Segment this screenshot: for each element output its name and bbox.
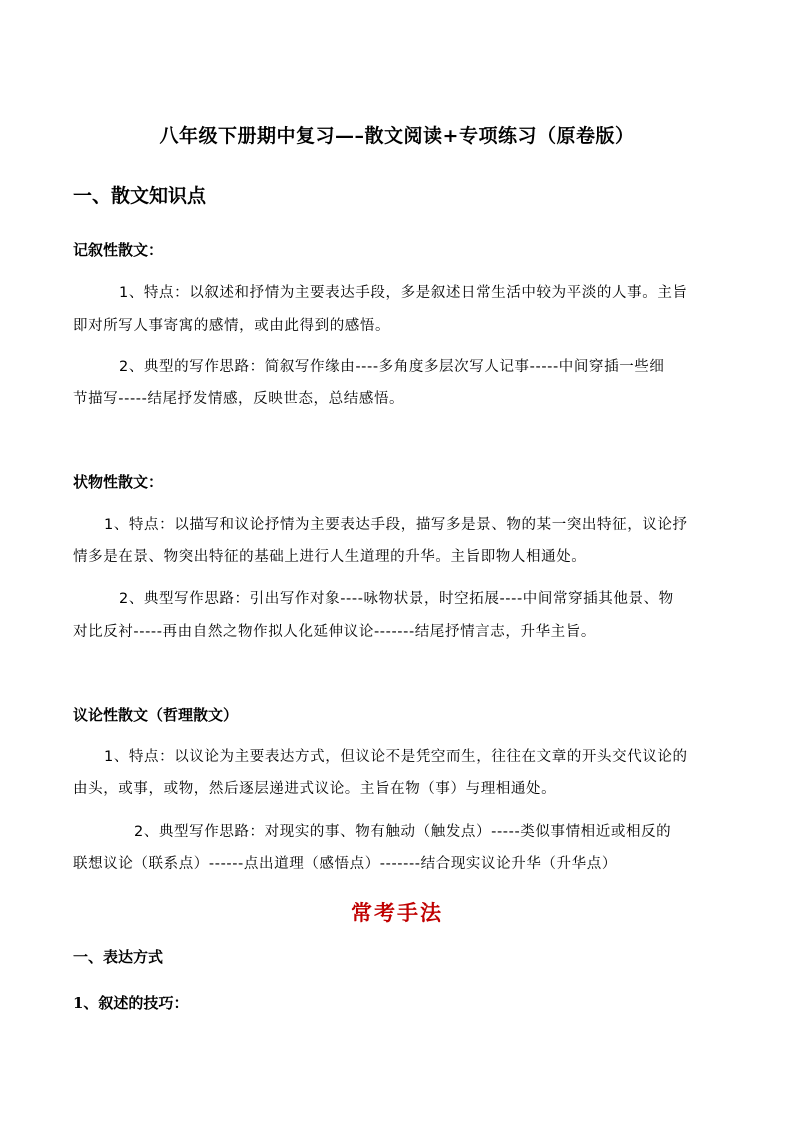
paragraph-line: 联想议论（联系点）------点出道理（感悟点）-------结合现实议论升华（升华点） [73, 856, 617, 872]
paragraph-line: 对比反衬-----再由自然之物作拟人化延伸议论-------结尾抒情言志，升华主旨。 [73, 624, 596, 640]
section-heading-common-techniques: 常考手法 [351, 900, 443, 925]
document-title: 八年级下册期中复习—–散文阅读+专项练习（原卷版） [159, 125, 635, 147]
subheading-narration-techniques: 1、叙述的技巧： [73, 994, 189, 1012]
paragraph-line: 由头，或事，或物，然后逐层递进式议论。主旨在物（事）与理相通处。 [73, 781, 557, 797]
subheading-argumentative-prose: 议论性散文（哲理散文） [73, 706, 239, 724]
paragraph-line: 情多是在景、物突出特征的基础上进行人生道理的升华。主旨即物人相通处。 [73, 549, 587, 565]
subheading-descriptive-prose: 状物性散文： [73, 473, 164, 491]
subheading-narrative-prose: 记叙性散文： [73, 241, 164, 259]
paragraph-line: 即对所写人事寄寓的感情，或由此得到的感悟。 [73, 318, 391, 334]
paragraph-line: 1、特点：以议论为主要表达方式，但议论不是凭空而生，往往在文章的开头交代议论的 [104, 749, 688, 765]
paragraph-line: 节描写-----结尾抒发情感，反映世态，总结感悟。 [73, 391, 405, 407]
paragraph-line: 2、典型写作思路：引出写作对象----咏物状景，时空拓展----中间常穿插其他景、物 [119, 591, 674, 607]
section-heading-prose-knowledge: 一、散文知识点 [73, 185, 207, 207]
paragraph-line: 2、典型写作思路：对现实的事、物有触动（触发点）-----类似事情相近或相反的 [134, 824, 672, 840]
subheading-expression-modes: 一、表达方式 [73, 948, 164, 966]
paragraph-line: 2、典型的写作思路：简叙写作缘由----多角度多层次写人记事-----中间穿插一些细 [119, 359, 665, 375]
paragraph-line: 1、特点：以描写和议论抒情为主要表达手段，描写多是景、物的某一突出特征，议论抒 [104, 517, 688, 533]
paragraph-line: 1、特点：以叙述和抒情为主要表达手段，多是叙述日常生活中较为平淡的人事。主旨 [119, 285, 688, 301]
